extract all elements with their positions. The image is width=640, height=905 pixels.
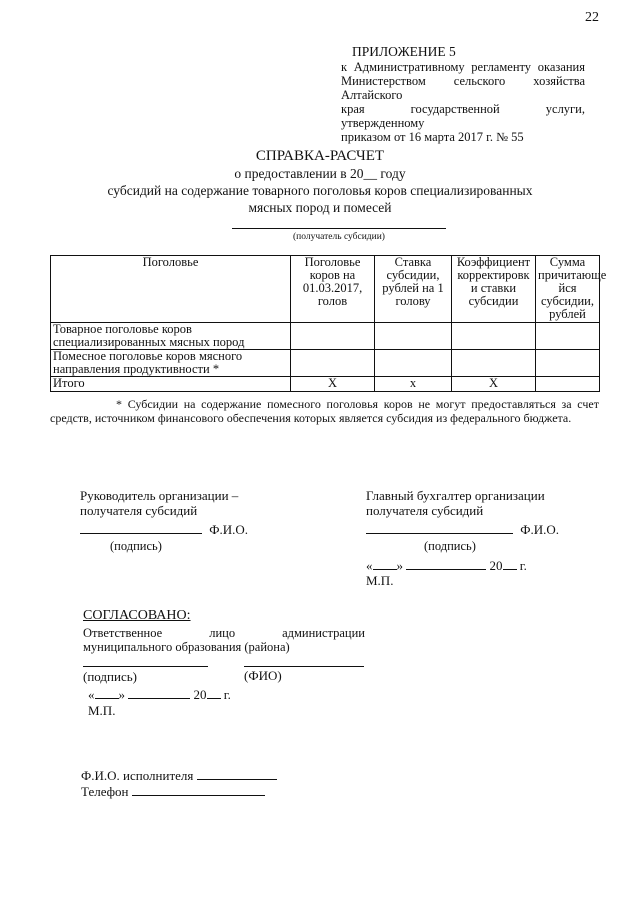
day-line (95, 686, 119, 699)
row-label: Итого (51, 377, 291, 392)
fio-label: Ф.И.О. (520, 522, 560, 537)
agreed-date-line (88, 686, 231, 702)
table-total-row (51, 377, 600, 392)
signature-line (366, 521, 513, 534)
table-cell (536, 350, 600, 377)
executor-fio-line (197, 767, 277, 780)
stamp-place: М.П. (366, 573, 394, 588)
row-label: Помесное поголовье коров мясного направления продуктивности * (51, 350, 291, 377)
table-cell (291, 350, 375, 377)
executor-fio-label: Ф.И.О. исполнителя (81, 768, 194, 783)
agreed-body (83, 626, 365, 654)
document-subtitle-line: субсидий на содержание товарного поголовья коров специализированных (107, 183, 533, 198)
executor-phone-line (132, 783, 265, 796)
agreed-line: Ответственное лицо администрации (83, 626, 365, 640)
column-header: Коэффициент корректировк и ставки субсидии (452, 256, 536, 323)
agreed-signature-caption: (подпись) (83, 669, 137, 684)
table-cell (452, 323, 536, 350)
head-signature-block (80, 488, 248, 554)
table-cell (291, 323, 375, 350)
table-header-row (51, 256, 600, 323)
column-header: Поголовье коров на 01.03.2017, голов (291, 256, 375, 323)
accountant-title-line: Главный бухгалтер организации (366, 488, 545, 503)
fio-label: Ф.И.О. (209, 522, 249, 537)
appendix-line: края государственной услуги, утвержденному (341, 102, 585, 130)
table-cell (375, 350, 452, 377)
row-label: Товарное поголовье коров специализированных мясных пород (51, 323, 291, 350)
year-line (207, 686, 221, 699)
executor-fio-row (81, 767, 277, 783)
accountant-title-line: получателя субсидий (366, 503, 484, 518)
agreed-fio-caption: (ФИО) (244, 668, 282, 683)
document-subtitle-line: мясных пород и помесей (248, 200, 392, 215)
executor-phone-row (81, 783, 265, 799)
accountant-signature-block (366, 488, 559, 588)
document-subtitle-line: о предоставлении в 20__ году (234, 166, 406, 181)
footnote: * Субсидии на содержание помесного поголовья коров не могут предоставляться за счет средств, источником финансового обеспечения которых является субсидия из федерального бюджета. (50, 397, 599, 425)
table-cell: X (452, 377, 536, 392)
month-line (128, 686, 190, 699)
table-cell (536, 377, 600, 392)
document-title: СПРАВКА-РАСЧЕТ (255, 148, 385, 164)
appendix-title: ПРИЛОЖЕНИЕ 5 (352, 44, 456, 59)
month-line (406, 557, 486, 570)
signature-caption: (подпись) (110, 539, 162, 553)
column-header: Сумма причитающе йся субсидии, рублей (536, 256, 600, 323)
quote-open: « (366, 558, 373, 573)
agreed-title (83, 607, 191, 624)
date-line (366, 557, 559, 573)
quote-open: « (88, 687, 95, 702)
table-cell: X (291, 377, 375, 392)
year-prefix: 20 (193, 687, 207, 702)
agreed-title-text: СОГЛАСОВАНО: (83, 608, 191, 623)
appendix-line: к Административному регламенту оказания (341, 60, 585, 74)
appendix-text (341, 60, 585, 144)
table-row (51, 323, 600, 350)
column-header: Ставка субсидии, рублей на 1 голову (375, 256, 452, 323)
executor-phone-label: Телефон (81, 784, 129, 799)
signature-line (80, 521, 202, 534)
table-cell: x (375, 377, 452, 392)
head-title-line: получателя субсидий (80, 503, 198, 518)
head-title-line: Руководитель организации – (80, 488, 239, 503)
table-row (51, 350, 600, 377)
table-cell (536, 323, 600, 350)
column-header: Поголовье (51, 256, 291, 323)
year-suffix: г. (223, 687, 231, 702)
appendix-line: приказом от 16 марта 2017 г. № 55 (341, 130, 524, 144)
quote-close: » (118, 687, 125, 702)
year-line (503, 557, 517, 570)
table-cell (452, 350, 536, 377)
recipient-line (232, 228, 446, 229)
appendix-line: Министерством сельского хозяйства Алтайского (341, 74, 585, 102)
agreed-stamp-place: М.П. (88, 703, 116, 718)
quote-close: » (396, 558, 403, 573)
page-number: 22 (585, 10, 599, 25)
calculation-table (50, 255, 607, 392)
year-prefix: 20 (489, 558, 503, 573)
table-cell (375, 323, 452, 350)
agreed-signature-line (83, 666, 208, 667)
agreed-line: муниципального образования (района) (83, 640, 290, 654)
signature-caption: (подпись) (424, 539, 476, 553)
agreed-fio-line (244, 666, 364, 667)
year-suffix: г. (519, 558, 527, 573)
recipient-caption: (получатель субсидии) (293, 232, 385, 242)
day-line (373, 557, 397, 570)
